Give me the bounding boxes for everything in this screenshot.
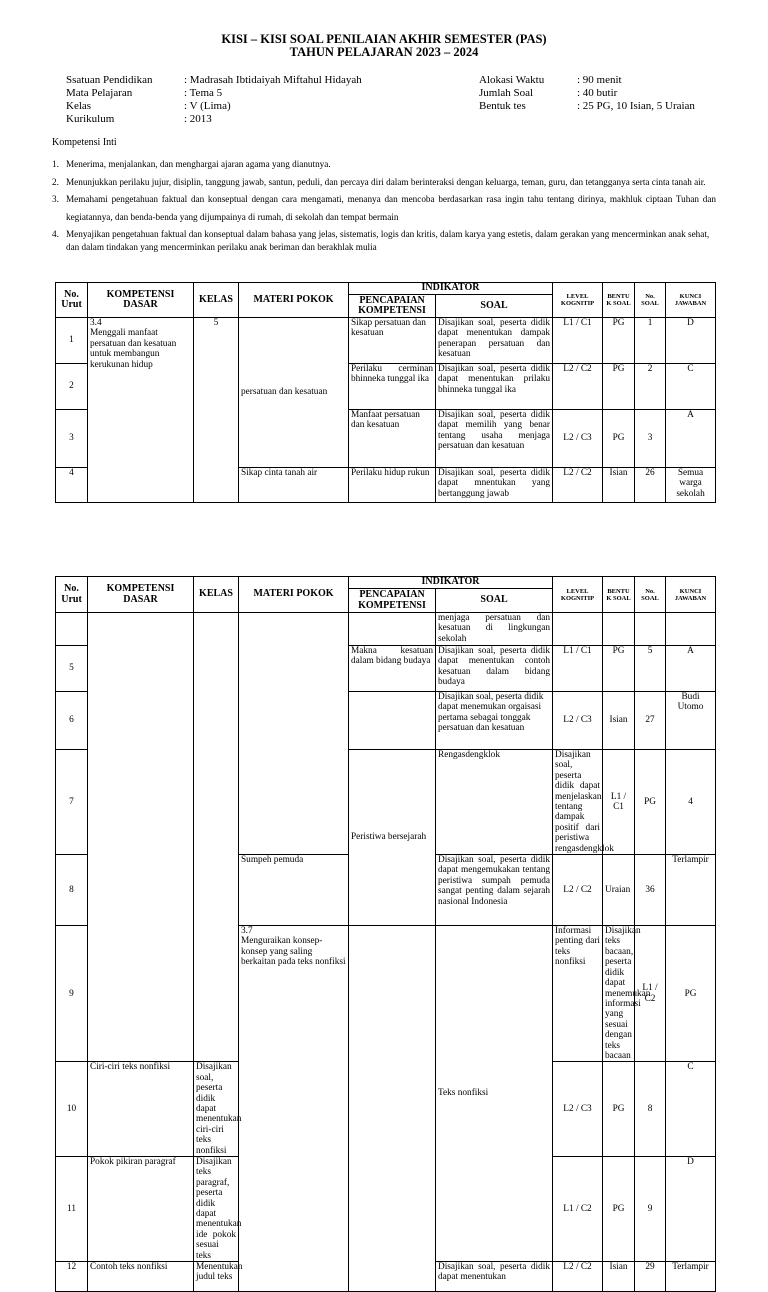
cell-no: 5 (56, 646, 88, 692)
header-level: LEVEL KOGNITIP (553, 283, 603, 318)
list-item (52, 156, 716, 174)
cell-bentuk: PG (603, 646, 635, 692)
cell-soal: Disajikan soal, peserta didik dapat menentukan prilaku bhinneka tunggal ika (436, 364, 553, 410)
header-pencapaian: PENCAPAIAN KOMPETENSI (349, 589, 436, 613)
list-item (52, 191, 716, 226)
cell-soal: Disajikan soal, peserta didik dapat menentukan dampak penerapan persatuan dan kesatuan (436, 318, 553, 364)
info-label: Ssatuan Pendidikan (66, 74, 153, 86)
header-indikator: INDIKATOR (349, 577, 553, 589)
cell-soal: Disajikan soal, peserta didik dapat menemukan orgaisasi pertama sebagai tonggak persatuan dan kesatuan (436, 692, 553, 750)
cell-bentuk: PG (635, 750, 666, 855)
cell-nosoal: 8 (635, 1062, 666, 1157)
cell-bentuk: Isian (603, 468, 635, 503)
cell-pencapaian (349, 692, 436, 750)
cell-kunci: A (666, 410, 716, 468)
info-label: Kelas (66, 100, 92, 112)
cell-nosoal: 1 (635, 318, 666, 364)
cell-level: L2 / C2 (553, 1262, 603, 1292)
cell-pencapaian: Pokok pikiran paragraf (88, 1157, 194, 1262)
list-item (52, 174, 716, 192)
cell-bentuk: Isian (603, 692, 635, 750)
cell-pencapaian (349, 613, 436, 646)
header-soal: SOAL (436, 589, 553, 613)
cell-bentuk: Uraian (603, 855, 635, 926)
cell-bentuk: PG (603, 1062, 635, 1157)
header-bentuk: BENTU K SOAL (603, 577, 635, 613)
info-label: Alokasi Waktu (479, 74, 545, 86)
header-nosoal: No. SOAL (635, 283, 666, 318)
info-value: : Madrasah Ibtidaiyah Miftahul Hidayah (184, 74, 362, 86)
info-left (66, 74, 362, 126)
cell-bentuk: Isian (603, 1262, 635, 1292)
header-nosoal: No. SOAL (635, 577, 666, 613)
cell-pencapaian: Perilaku hidup rukun (349, 468, 436, 503)
header-kd: KOMPETENSI DASAR (88, 577, 194, 613)
cell-no: 2 (56, 364, 88, 410)
cell-soal: Disajikan soal, peserta didik dapat memilih yang benar tentang usaha menjaga persatuan dan kesatuan (436, 410, 553, 468)
cell-bentuk: PG (603, 1157, 635, 1262)
cell-pencapaian: Menentukan judul teks (194, 1262, 239, 1292)
table-row (56, 318, 716, 364)
cell-kelas (349, 926, 436, 1292)
cell-soal: Disajikan soal, peserta didik dapat mnentukan yang bertanggung jawab (436, 468, 553, 503)
cell-kunci: Budi Utomo (666, 692, 716, 750)
cell-nosoal: 2 (635, 364, 666, 410)
cell-level: L2 / C3 (553, 1062, 603, 1157)
cell-no: 1 (56, 318, 88, 364)
cell-level: L2 / C3 (553, 692, 603, 750)
header-materi: MATERI POKOK (239, 577, 349, 613)
cell-no: 7 (56, 750, 88, 855)
cell-kunci (666, 613, 716, 646)
cell-level: L2 / C2 (553, 468, 603, 503)
cell-level: L1 / C2 (553, 1157, 603, 1262)
ki-text: Menerima, menjalankan, dan menghargai ajaran agama yang dianutnya. (66, 159, 331, 169)
cell-bentuk: PG (603, 364, 635, 410)
page-title: KISI – KISI SOAL PENILAIAN AKHIR SEMESTER (PAS) (221, 32, 547, 46)
cell-nosoal: 29 (635, 1262, 666, 1292)
cell-kunci: C (666, 364, 716, 410)
cell-pencapaian: Ciri-ciri teks nonfiksi (88, 1062, 194, 1157)
ki-heading: Kompetensi Inti (52, 137, 117, 148)
cell-soal: menjaga persatuan dan kesatuan di lingkungan sekolah (436, 613, 553, 646)
cell-pencapaian: Sumpeh pemuda (239, 855, 349, 926)
cell-nosoal: 3 (635, 410, 666, 468)
cell-nosoal: 26 (635, 468, 666, 503)
cell-pencapaian: Sikap persatuan dan kesatuan (349, 318, 436, 364)
cell-materi (239, 613, 349, 855)
cell-kunci: Semua warga sekolah (666, 468, 716, 503)
ki-number: 1. (52, 159, 59, 169)
cell-kelas (194, 613, 239, 1062)
cell-nosoal: 36 (635, 855, 666, 926)
header-soal: SOAL (436, 295, 553, 318)
info-value: : V (Lima) (184, 100, 231, 112)
info-value: : 2013 (184, 113, 212, 125)
header-materi: MATERI POKOK (239, 283, 349, 318)
cell-level: L1 / C1 (603, 750, 635, 855)
ki-list (52, 156, 716, 254)
cell-no: 4 (56, 468, 88, 503)
ki-text: Memahami pengetahuan faktual dan konseptual dengan cara mengamati, menanya dan mencoba berdasarkan rasa ingin tahu tentang dirinya, makhluk ciptaan Tuhan dan kegiatannya, dan benda-benda yang dijumpainya di rumah, di sekolah dan tempat bermain (66, 194, 716, 222)
cell-kunci: A (666, 646, 716, 692)
info-label: Jumlah Soal (479, 87, 534, 99)
cell-materi: Contoh teks nonfiksi (88, 1262, 194, 1292)
cell-level: L2 / C3 (553, 410, 603, 468)
cell-kunci: D (666, 1157, 716, 1262)
cell-no: 3 (56, 410, 88, 468)
cell-nosoal: 5 (635, 646, 666, 692)
cell-nosoal (635, 613, 666, 646)
kisi-table-1 (55, 282, 716, 503)
table-row (56, 613, 716, 646)
header-level: LEVEL KOGNITIP (553, 577, 603, 613)
cell-bentuk: PG (666, 926, 716, 1062)
cell-kunci: Terlampir (666, 1262, 716, 1292)
cell-kd: 3.7 Menguraikan konsep-konsep yang saling berkaitan pada teks nonfiksi (239, 926, 349, 1292)
info-label: Kurikulum (66, 113, 115, 125)
ki-number: 2. (52, 176, 59, 187)
cell-level (553, 613, 603, 646)
header-bentuk: BENTU K SOAL (603, 283, 635, 318)
list-item (52, 228, 716, 254)
cell-soal: Disajikan teks paragraf, peserta didik dapat menentukan ide pokok sesuai teks (194, 1157, 239, 1262)
info-value: : 40 butir (577, 87, 618, 99)
info-label: Bentuk tes (479, 100, 526, 112)
header-indikator: INDIKATOR (349, 283, 553, 295)
ki-number: 4. (52, 229, 59, 239)
cell-level: L1 / C1 (553, 646, 603, 692)
cell-materi: Sikap cinta tanah air (239, 468, 349, 503)
cell-pencapaian: Manfaat persatuan dan kesatuan (349, 410, 436, 468)
kisi-table-2 (55, 576, 716, 1292)
cell-no: 10 (56, 1062, 88, 1157)
cell-kunci: D (666, 318, 716, 364)
cell-no: 8 (56, 855, 88, 926)
cell-nosoal: 9 (635, 1157, 666, 1262)
cell-no (56, 613, 88, 646)
cell-materi: Peristiwa bersejarah (349, 750, 436, 926)
info-value: : 25 PG, 10 Isian, 5 Uraian (577, 100, 695, 112)
cell-level: L1 / C2 (635, 926, 666, 1062)
cell-kd: 3.4 Menggali manfaat persatuan dan kesatuan untuk membangun kerukunan hidup (88, 318, 194, 503)
header-no: No. Urut (56, 577, 88, 613)
cell-soal: Disajikan soal, peserta didik dapat menentukan ciri-ciri teks nonfiksi (194, 1062, 239, 1157)
info-value: : 90 menit (577, 74, 622, 86)
cell-soal: Disajikan soal, peserta didik dapat menentukan contoh kesatuan dalam bidang budaya (436, 646, 553, 692)
header-kd: KOMPETENSI DASAR (88, 283, 194, 318)
cell-no: 6 (56, 692, 88, 750)
cell-bentuk (603, 613, 635, 646)
cell-pencapaian: Perilaku cerminan bhinneka tunggal ika (349, 364, 436, 410)
cell-nosoal: 4 (666, 750, 716, 855)
cell-soal: Disajikan soal, peserta didik dapat mengemukakan tentang peristiwa sumpah pemuda sangat penting dalam sejarah nasional Indonesia (436, 855, 553, 926)
header-pencapaian: PENCAPAIAN KOMPETENSI (349, 295, 436, 318)
info-right (479, 74, 695, 113)
cell-no: 12 (56, 1262, 88, 1292)
cell-materi: persatuan dan kesatuan (239, 318, 349, 468)
ki-number: 3. (52, 194, 59, 204)
cell-soal: Disajikan soal, peserta didik dapat menjelaskan tentang dampak positif dari peristiwa rengasdengklok (553, 750, 603, 855)
header-no: No. Urut (56, 283, 88, 318)
cell-materi: Teks nonfiksi (436, 926, 553, 1262)
cell-pencapaian: Informasi penting dari teks nonfiksi (553, 926, 603, 1062)
cell-kd (88, 613, 194, 1062)
cell-bentuk: PG (603, 318, 635, 364)
cell-no: 9 (56, 926, 88, 1062)
info-value: : Tema 5 (184, 87, 223, 99)
header-kunci: KUNCI JAWABAN (666, 283, 716, 318)
header-kelas: KELAS (194, 577, 239, 613)
cell-nosoal: 27 (635, 692, 666, 750)
ki-text: Menyajikan pengetahuan faktual dan konseptual dalam bahasa yang jelas, sistematis, logis dan kritis, dalam karya yang estetis, dalam gerakan yang mencerminkan anak sehat, dan dalam tindakan yang mencerminkan perilaku anak beriman dan berakhlak mulia (66, 229, 710, 252)
ki-text: Menunjukkan perilaku jujur, disiplin, tanggung jawab, santun, peduli, dan percaya diri dalam berinteraksi dengan keluarga, teman, guru, dan tetangganya serta cinta tanah air. (66, 176, 706, 187)
cell-pencapaian: Makna kesatuan dalam bidang budaya (349, 646, 436, 692)
cell-kunci: C (666, 1062, 716, 1157)
page-subtitle: TAHUN PELAJARAN 2023 – 2024 (289, 45, 479, 59)
cell-pencapaian: Rengasdengklok (436, 750, 553, 855)
cell-soal: Disajikan teks bacaan, peserta didik dapat menemukan informasi yang sesuai dengan teks bacaan (603, 926, 635, 1062)
cell-kunci: Terlampir (666, 855, 716, 926)
info-label: Mata Pelajaran (66, 87, 133, 99)
cell-level: L2 / C2 (553, 855, 603, 926)
cell-level: L2 / C2 (553, 364, 603, 410)
cell-no: 11 (56, 1157, 88, 1262)
cell-soal: Disajikan soal, peserta didik dapat menentukan (436, 1262, 553, 1292)
cell-kelas: 5 (194, 318, 239, 503)
header-kelas: KELAS (194, 283, 239, 318)
header-kunci: KUNCI JAWABAN (666, 577, 716, 613)
cell-level: L1 / C1 (553, 318, 603, 364)
cell-bentuk: PG (603, 410, 635, 468)
